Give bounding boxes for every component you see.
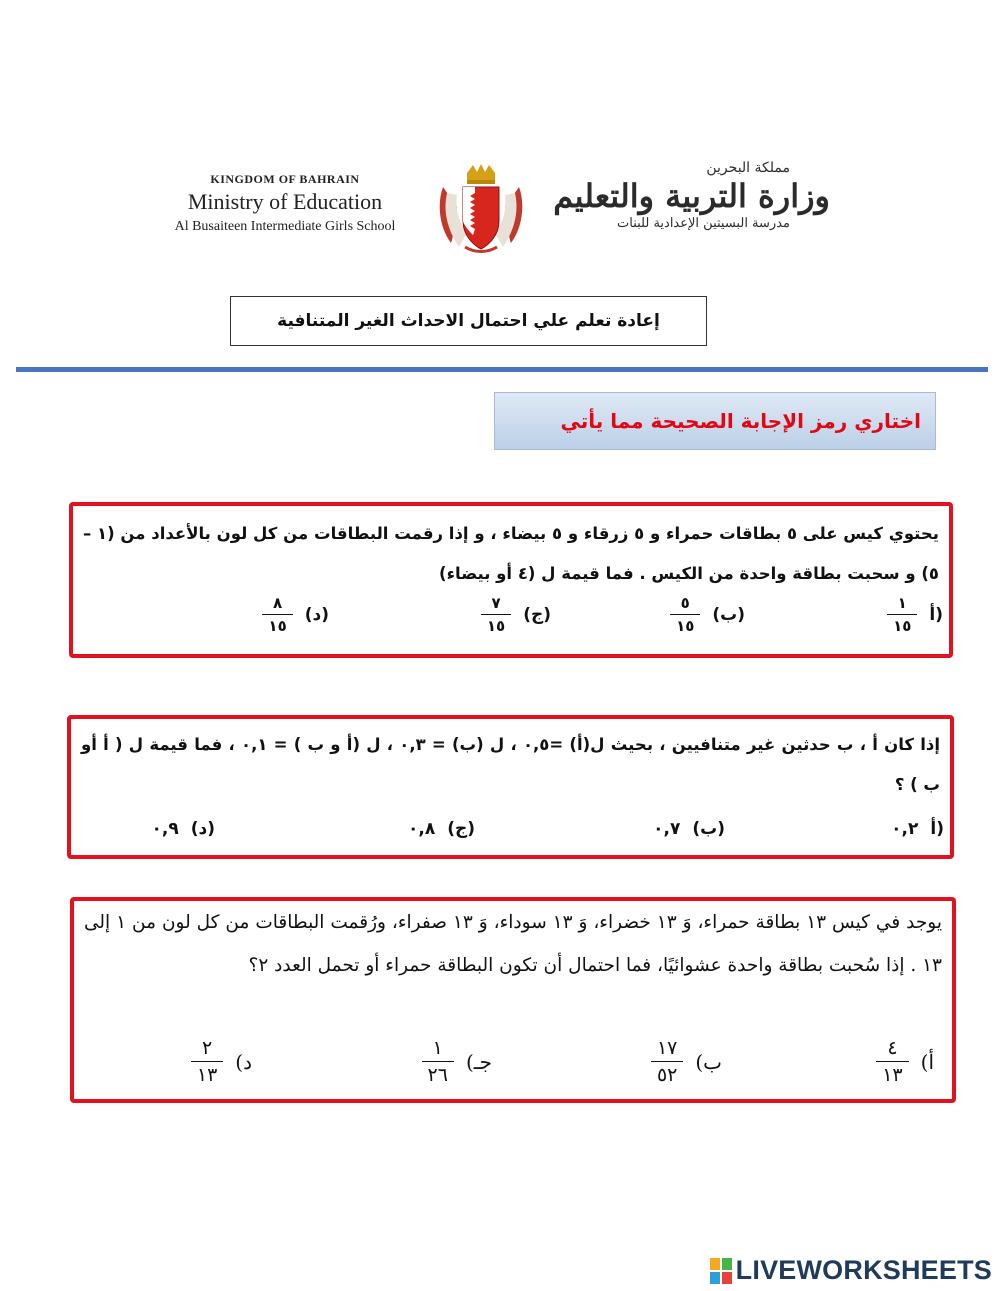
question-1-text: يحتوي كيس على ٥ بطاقات حمراء و ٥ زرقاء و ٥ بيضاء ، و إذا رقمت البطاقات من كل لون بالأعداد من (١ –٥) و سحبت بطاقة واحدة من الكيس . فما قيمة ل (٤ أو بيضاء) bbox=[83, 524, 940, 583]
fraction bbox=[422, 1037, 454, 1086]
q2-option-c[interactable] bbox=[408, 819, 475, 839]
question-3-text: يوجد في كيس ١٣ بطاقة حمراء، وَ ١٣ خضراء، وَ ١٣ سوداء، وَ ١٣ صفراء، ورُقمت البطاقات من كل لون من ١ إلى ١٣ . إذا سُحبت بطاقة واحدة عشوائيًا، فما احتمال أن تكون البطاقة حمراء أو تحمل العدد ٢؟ bbox=[84, 912, 942, 976]
numerator: ٢ bbox=[201, 1037, 213, 1059]
q2-option-b[interactable] bbox=[653, 819, 725, 839]
fraction bbox=[887, 594, 917, 635]
question-3 bbox=[70, 897, 956, 1103]
q3-option-b[interactable] bbox=[651, 1037, 722, 1086]
liveworksheets-logo-icon bbox=[710, 1258, 732, 1284]
ministry-en: Ministry of Education bbox=[187, 189, 383, 214]
denominator: ١٥ bbox=[670, 614, 700, 635]
fraction bbox=[191, 1037, 223, 1086]
q1-option-b[interactable] bbox=[670, 594, 745, 635]
q2-option-a[interactable] bbox=[891, 819, 944, 839]
q3-option-d[interactable] bbox=[191, 1037, 252, 1086]
denominator: ١٥ bbox=[887, 614, 917, 635]
kingdom-en: KINGDOM OF BAHRAIN bbox=[210, 172, 360, 186]
divider bbox=[16, 367, 988, 372]
fraction bbox=[481, 594, 511, 635]
liveworksheets-brand bbox=[710, 1255, 992, 1286]
numerator: ١ bbox=[432, 1037, 443, 1059]
q3-option-a[interactable] bbox=[876, 1037, 934, 1086]
option-label: جـ) bbox=[465, 1049, 492, 1074]
numerator: ٤ bbox=[887, 1037, 898, 1059]
numerator: ٨ bbox=[273, 594, 283, 612]
option-value: ٠,٢ bbox=[891, 819, 919, 839]
denominator: ١٥ bbox=[481, 614, 511, 635]
q2-option-d[interactable] bbox=[152, 819, 215, 839]
option-value: ٠,٩ bbox=[151, 819, 179, 839]
denominator: ٢٦ bbox=[422, 1061, 454, 1086]
denominator: ١٥ bbox=[262, 614, 292, 635]
worksheet-title bbox=[230, 296, 707, 346]
numerator: ١ bbox=[897, 594, 907, 612]
numerator: ٥ bbox=[680, 594, 690, 612]
worksheet-title-text: إعادة تعلم علي احتمال الاحداث الغير المتنافية bbox=[277, 311, 660, 331]
ministry-ar: وزارة التربية والتعليم bbox=[553, 177, 830, 215]
denominator: ١٣ bbox=[191, 1061, 223, 1086]
numerator: ١٧ bbox=[656, 1037, 678, 1059]
option-label: (أ bbox=[930, 819, 944, 839]
option-label: (أ bbox=[929, 604, 943, 625]
question-1 bbox=[69, 502, 953, 658]
school-en: Al Busaiteen Intermediate Girls School bbox=[174, 219, 396, 234]
denominator: ١٣ bbox=[876, 1061, 908, 1086]
kingdom-ar: مملكة البحرين bbox=[706, 160, 790, 176]
instruction-banner bbox=[494, 392, 936, 450]
bahrain-emblem-icon bbox=[437, 163, 525, 255]
option-label: (د) bbox=[304, 604, 329, 625]
option-label: (ب) bbox=[692, 819, 725, 839]
header-arabic bbox=[540, 160, 830, 231]
option-label: أ) bbox=[920, 1049, 934, 1074]
fraction bbox=[262, 594, 292, 635]
question-2 bbox=[67, 715, 954, 859]
denominator: ٥٢ bbox=[651, 1061, 683, 1086]
brand-text: LIVEWORKSHEETS bbox=[735, 1255, 992, 1285]
q1-option-c[interactable] bbox=[481, 594, 551, 635]
header-english bbox=[140, 172, 430, 235]
q3-option-c[interactable] bbox=[422, 1037, 492, 1086]
fraction bbox=[876, 1037, 908, 1086]
option-label: (د) bbox=[190, 819, 215, 839]
option-value: ٠,٨ bbox=[407, 819, 436, 839]
numerator: ٧ bbox=[491, 594, 501, 612]
question-2-text: إذا كان أ ، ب حدثين غير متنافيين ، بحيث ل(أ) =٠,٥ ، ل (ب) = ٠,٣ ، ل (أ و ب ) = ٠,١ ، فما قيمة ل ( أ أو ب ) ؟ bbox=[81, 735, 941, 794]
option-label: ب) bbox=[695, 1049, 722, 1074]
q1-option-d[interactable] bbox=[262, 594, 329, 635]
option-label: (ج) bbox=[447, 819, 475, 839]
school-ar: مدرسة البسيتين الإعدادية للبنات bbox=[617, 216, 790, 231]
fraction bbox=[670, 594, 700, 635]
option-value: ٠,٧ bbox=[653, 819, 681, 839]
instruction-text: اختاري رمز الإجابة الصحيحة مما يأتي bbox=[560, 409, 921, 433]
option-label: د) bbox=[235, 1049, 252, 1074]
option-label: (ب) bbox=[712, 604, 745, 625]
option-label: (ج) bbox=[523, 604, 551, 625]
fraction bbox=[651, 1037, 683, 1086]
q1-option-a[interactable] bbox=[887, 594, 943, 635]
